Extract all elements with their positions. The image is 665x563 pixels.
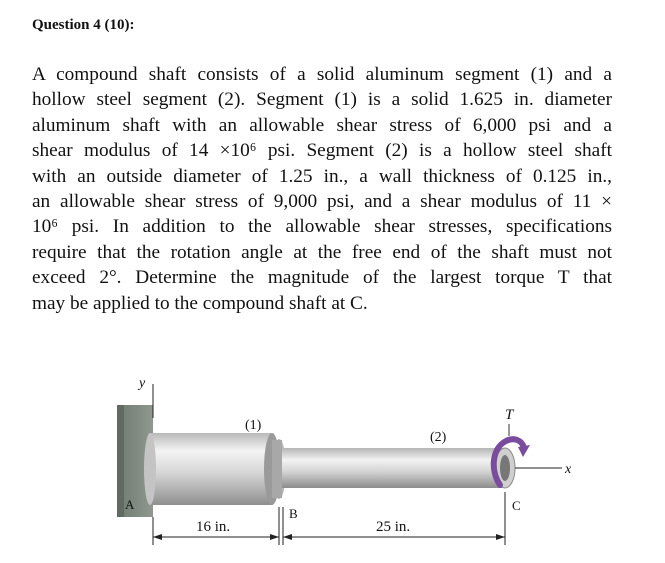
torque-label: T bbox=[505, 407, 514, 423]
problem-line: A compound shaft consists of a solid aluminum segment (1) and a bbox=[32, 64, 612, 85]
problem-line: aluminum shaft with an allowable shear stress of 6,000 psi and a bbox=[32, 114, 612, 136]
x-axis-label: x bbox=[565, 462, 572, 477]
segment-1-shaft bbox=[150, 433, 272, 505]
problem-line: exceed 2°. Determine the magnitude of the largest torque T that bbox=[32, 267, 612, 289]
problem-line: with an outside diameter of 1.25 in., a wall thickness of 0.125 in., bbox=[32, 165, 612, 187]
problem-line: shear modulus of 14 ×10⁶ psi. Segment (2) is a hollow steel shaft bbox=[32, 140, 612, 162]
problem-line: require that the rotation angle at the free end of the shaft must not bbox=[32, 241, 612, 263]
dimension-1-label: 16 in. bbox=[196, 519, 231, 535]
segment-2-shaft bbox=[282, 448, 504, 488]
dimension-2-label: 25 in. bbox=[376, 519, 411, 535]
point-a-label: A bbox=[125, 497, 135, 512]
problem-line: 10⁶ psi. In addition to the allowable shear stresses, specifications bbox=[32, 216, 612, 238]
problem-line: hollow steel segment (2). Segment (1) is a solid 1.625 in. diameter bbox=[32, 89, 612, 111]
segment-1-label: (1) bbox=[245, 418, 262, 433]
problem-line: an allowable shear stress of 9,000 psi, and a shear modulus of 11 × bbox=[32, 191, 612, 213]
y-axis-label: y bbox=[139, 376, 146, 391]
problem-line: may be applied to the compound shaft at C. bbox=[32, 292, 368, 314]
point-c-label: C bbox=[512, 498, 521, 513]
question-heading: Question 4 (10): bbox=[32, 17, 135, 33]
point-b-label: B bbox=[289, 506, 298, 521]
segment-2-label: (2) bbox=[430, 430, 447, 445]
